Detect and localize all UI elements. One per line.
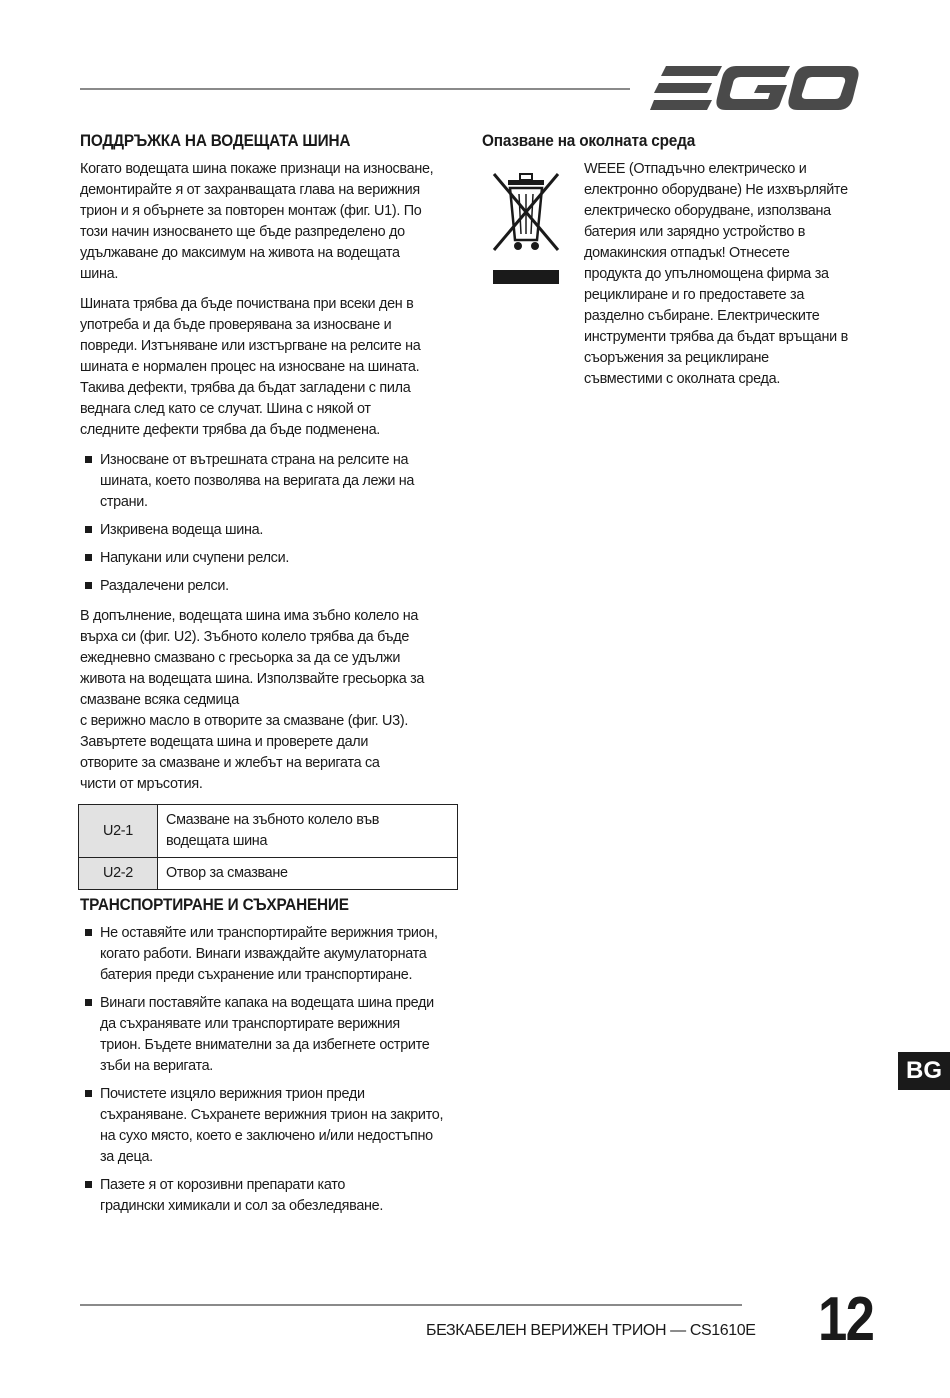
left-column — [80, 132, 460, 1226]
list-item: Изкривена водеща шина. — [80, 520, 460, 541]
bullet-square-icon — [85, 456, 92, 463]
list-item: Не оставяйте или транспортирайте верижния трион, когато работи. Винаги изваждайте акумулаторната батерия преди съхранение или транспортиране. — [80, 923, 460, 986]
bar-maintenance-section — [80, 132, 460, 890]
language-badge: BG — [898, 1052, 950, 1090]
list-item: Напукани или счупени релси. — [80, 548, 460, 569]
bullet-square-icon — [85, 929, 92, 936]
bar-maintenance-paragraph-2: Шината трябва да бъде почиствана при всеки ден в употреба и да бъде проверявана за износване и повреди. Изтъняване или изстъргване на релсите на шината е нормален процес на износване на шината. Такива дефекти, трябва да бъдат загладени с пила веднага след като се случат. Шина с някой от следните дефекти трябва да бъде подменена. — [80, 296, 421, 438]
list-item: Раздалечени релси. — [80, 576, 460, 597]
footer-product-title: БЕЗКАБЕЛЕН ВЕРИЖЕН ТРИОН — CS1610E — [426, 1322, 756, 1339]
bar-maintenance-paragraph-3: В допълнение, водещата шина има зъбно колело на върха си (фиг. U2). Зъбното колело трябва да бъде ежедневно смазвано с гресьорка за да се удължи живота на водещата шина. Използвайте гресьорка за смазване всяка седмица с верижно масло в отворите за смазване (фиг. U3). Завъртете водещата шина и проверете дали отворите за смазване и жлебът на веригата са чисти от мръсотия. — [80, 608, 425, 792]
list-item: Износване от вътрешната страна на релсите на шината, което позволява на веригата да лежи на страни. — [80, 450, 460, 513]
environment-heading: Опазване на околната среда — [482, 132, 696, 150]
bullet-square-icon — [85, 1090, 92, 1097]
bullet-square-icon — [85, 1181, 92, 1188]
bullet-square-icon — [85, 554, 92, 561]
bar-maintenance-heading: ПОДДРЪЖКА НА ВОДЕЩАТА ШИНА — [80, 132, 351, 150]
transport-storage-heading: ТРАНСПОРТИРАНЕ И СЪХРАНЕНИЕ — [80, 896, 349, 914]
figure-legend-table — [78, 804, 458, 890]
environment-section — [482, 132, 867, 390]
page-number: 12 — [818, 1285, 874, 1354]
list-item: Пазете я от корозивни препарати като градински химикали и сол за обезледяване. — [80, 1175, 460, 1217]
table-row — [79, 858, 458, 890]
bullet-square-icon — [85, 999, 92, 1006]
table-row — [79, 805, 458, 858]
right-column — [482, 132, 867, 399]
legend-description: Смазване на зъбното колело във водещата шина — [158, 805, 458, 858]
transport-storage-section — [80, 896, 460, 1217]
legend-code: U2-2 — [79, 858, 158, 890]
weee-crossed-bin-icon — [488, 170, 564, 288]
footer-rule — [80, 1304, 742, 1306]
header-rule — [80, 88, 630, 90]
environment-text: WEEE (Отпадъчно електрическо и електронно оборудване) Не изхвърляйте електрическо оборудване, използвана батерия или зарядно устройство в домакинския отпадък! Отнесете продукта до упълномощена фирма за рециклиране и го предоставете за разделно събиране. Електрическите инструменти трябва да бъдат връщани в съоръжения за рециклиране съвместими с околната среда. — [584, 161, 848, 387]
list-item: Почистете изцяло верижния трион преди съхраняване. Съхранете верижния трион на закрито, на сухо място, което е заключено и/или недостъпно за деца. — [80, 1084, 460, 1168]
bar-defects-list — [80, 450, 460, 597]
list-item: Винаги поставяйте капака на водещата шина преди да съхранявате или транспортирате верижния трион. Бъдете внимателни за да избегнете острите зъби на веригата. — [80, 993, 460, 1077]
bullet-square-icon — [85, 526, 92, 533]
ego-logo — [650, 62, 860, 114]
transport-storage-list — [80, 923, 460, 1217]
bar-maintenance-paragraph-1: Когато водещата шина покаже признаци на износване, демонтирайте я от захранващата глава на верижния трион и я обърнете за повторен монтаж (фиг. U1). По този начин износването ще бъде разпределено до удължаване до максимум на живота на водещата шина. — [80, 161, 434, 282]
legend-code: U2-1 — [79, 805, 158, 858]
legend-description: Отвор за смазване — [158, 858, 458, 890]
bullet-square-icon — [85, 582, 92, 589]
